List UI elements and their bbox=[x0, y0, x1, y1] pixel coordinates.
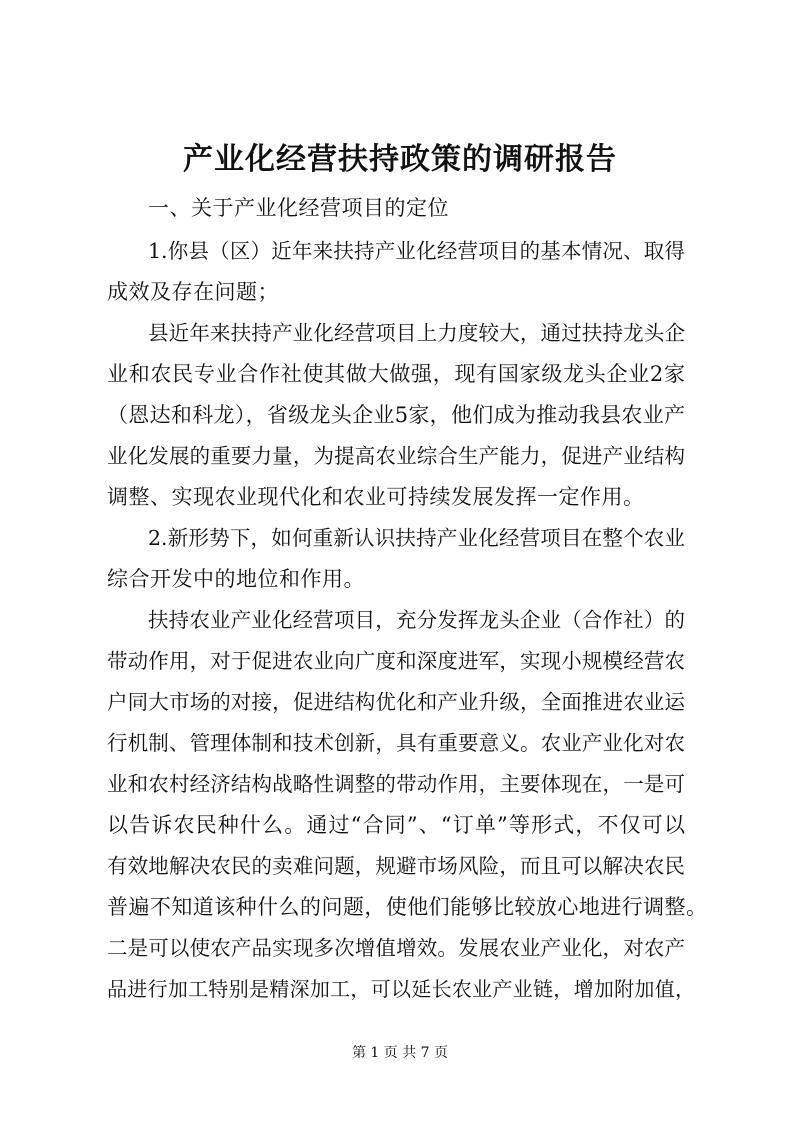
body-line: 扶持农业产业化经营项目，充分发挥龙头企业（合作社）的 bbox=[148, 608, 685, 632]
body-line: 调整、实现农业现代化和农业可持续发展发挥一定作用。 bbox=[107, 485, 645, 509]
body-line: 成效及存在问题； bbox=[107, 280, 279, 304]
body-line: 综合开发中的地位和作用。 bbox=[107, 567, 365, 591]
body-line: 行机制、管理体制和技术创新，具有重要意义。农业产业化对农 bbox=[107, 731, 685, 755]
body-line: 二是可以使农产品实现多次增值增效。发展农业产业化，对农产 bbox=[107, 936, 685, 960]
page-number: 第 1 页 共 7 页 bbox=[351, 1045, 449, 1061]
document-title: 产业化经营扶持政策的调研报告 bbox=[183, 142, 617, 177]
body-line: 有效地解决农民的卖难问题，规避市场风险，而且可以解决农民 bbox=[107, 854, 685, 878]
body-line: 品进行加工特别是精深加工，可以延长农业产业链，增加附加值， bbox=[107, 977, 695, 1001]
body-line: 带动作用，对于促进农业向广度和深度进军，实现小规模经营农 bbox=[107, 649, 685, 673]
body-line: 县近年来扶持产业化经营项目上力度较大，通过扶持龙头企 bbox=[148, 321, 685, 345]
body-line: 业和农民专业合作社使其做大做强，现有国家级龙头企业2家 bbox=[107, 362, 685, 386]
body-line: 以告诉农民种什么。通过“合同”、“订单”等形式，不仅可以 bbox=[107, 813, 685, 837]
body-line: 户同大市场的对接，促进结构优化和产业升级，全面推进农业运 bbox=[107, 690, 685, 714]
section-heading: 一、关于产业化经营项目的定位 bbox=[148, 196, 449, 220]
body-line: 1.你县（区）近年来扶持产业化经营项目的基本情况、取得 bbox=[148, 239, 685, 263]
body-line: 业化发展的重要力量，为提高农业综合生产能力，促进产业结构 bbox=[107, 444, 685, 468]
body-line: 2.新形势下，如何重新认识扶持产业化经营项目在整个农业 bbox=[148, 526, 685, 550]
body-line: （恩达和科龙），省级龙头企业5家，他们成为推动我县农业产 bbox=[107, 403, 685, 427]
body-line: 普遍不知道该种什么的问题，使他们能够比较放心地进行调整。 bbox=[107, 895, 707, 919]
body-line: 业和农村经济结构战略性调整的带动作用，主要体现在，一是可 bbox=[107, 772, 685, 796]
